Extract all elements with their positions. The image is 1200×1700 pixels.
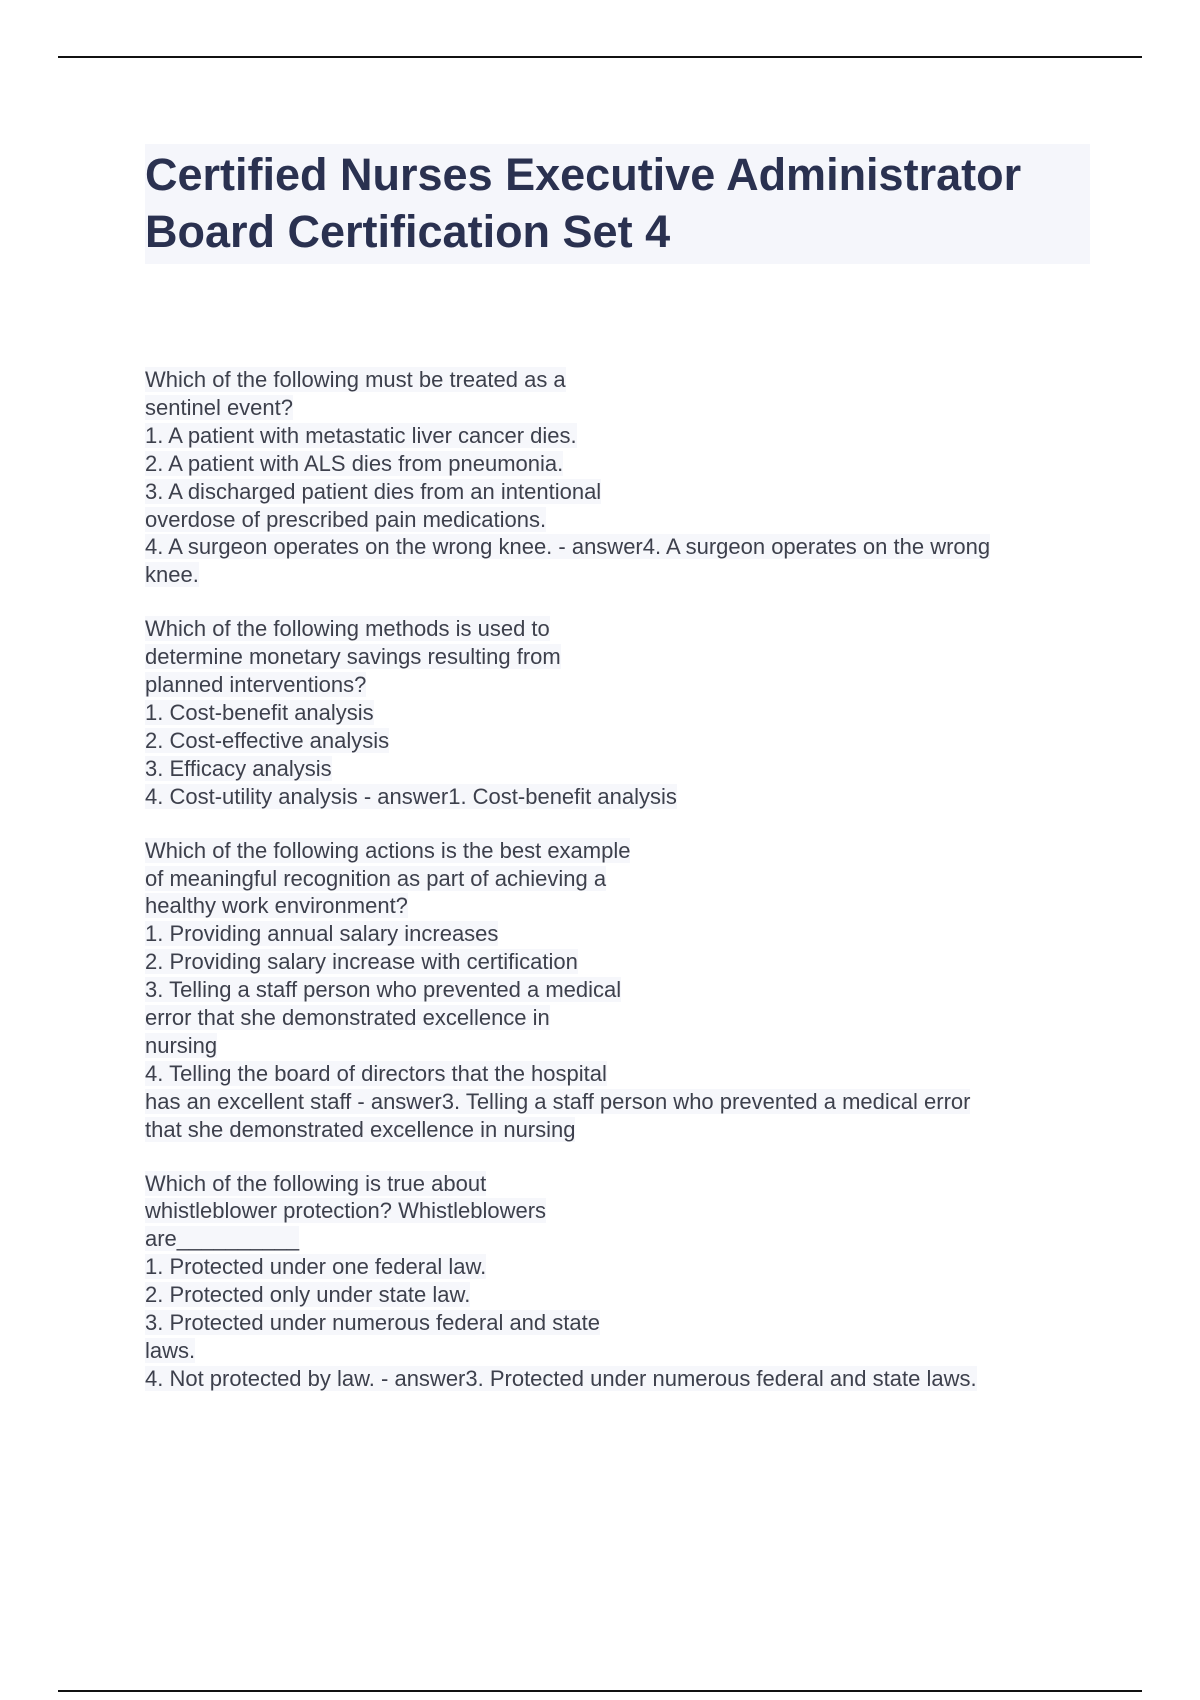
option-line: 3. Protected under numerous federal and state	[145, 1310, 600, 1336]
answer-line: 4. A surgeon operates on the wrong knee. - answer4. A surgeon operates on the wrong	[145, 534, 991, 560]
question-list	[145, 366, 1095, 1419]
option-line: overdose of prescribed pain medications.	[145, 506, 547, 532]
question-block-4	[145, 1170, 1095, 1393]
title-line-1: Certified Nurses Executive Administrator	[145, 149, 1022, 200]
question-line: planned interventions?	[145, 672, 367, 698]
option-line: laws.	[145, 1338, 196, 1363]
bottom-rule	[58, 1690, 1142, 1692]
question-line: Which of the following must be treated as a	[145, 367, 566, 392]
option-line: 1. Providing annual salary increases	[145, 921, 499, 947]
top-rule	[58, 56, 1142, 58]
option-line: 2. Providing salary increase with certification	[145, 949, 578, 975]
option-line: 3. Telling a staff person who prevented a medical	[145, 977, 622, 1003]
option-line: nursing	[145, 1032, 218, 1058]
answer-line: that she demonstrated excellence in nursing	[145, 1116, 576, 1142]
option-line: 2. Cost-effective analysis	[145, 727, 390, 753]
option-line: 4. Telling the board of directors that the hospital	[145, 1060, 607, 1086]
option-line: 3. Efficacy analysis	[145, 755, 332, 781]
option-line: 1. Cost-benefit analysis	[145, 699, 374, 725]
question-line: are__________	[145, 1226, 300, 1252]
question-line: of meaningful recognition as part of achieving a	[145, 865, 607, 891]
answer-line: 4. Cost-utility analysis - answer1. Cost-benefit analysis	[145, 783, 677, 809]
question-block-1	[145, 366, 1095, 589]
title-line-2: Board Certification Set 4	[145, 206, 671, 257]
question-line: Which of the following methods is used to	[145, 616, 550, 642]
option-line: 3. A discharged patient dies from an intentional	[145, 478, 602, 504]
question-block-2	[145, 615, 1095, 810]
question-line: whistleblower protection? Whistleblowers	[145, 1198, 547, 1224]
option-line: error that she demonstrated excellence in	[145, 1005, 550, 1031]
question-line: determine monetary savings resulting from	[145, 644, 561, 670]
question-line: healthy work environment?	[145, 893, 408, 919]
answer-line: 4. Not protected by law. - answer3. Protected under numerous federal and state laws.	[145, 1365, 977, 1391]
document-title	[145, 144, 1090, 264]
option-line: 2. A patient with ALS dies from pneumonia.	[145, 450, 564, 476]
answer-line: knee.	[145, 562, 199, 588]
question-block-3	[145, 837, 1095, 1144]
question-line: Which of the following actions is the best example	[145, 837, 631, 863]
option-line: 1. A patient with metastatic liver cancer dies.	[145, 422, 577, 448]
option-line: 1. Protected under one federal law.	[145, 1254, 487, 1280]
question-line: Which of the following is true about	[145, 1170, 487, 1196]
answer-line: has an excellent staff - answer3. Telling a staff person who prevented a medical error	[145, 1088, 971, 1114]
option-line: 2. Protected only under state law.	[145, 1282, 471, 1308]
question-line: sentinel event?	[145, 394, 293, 420]
